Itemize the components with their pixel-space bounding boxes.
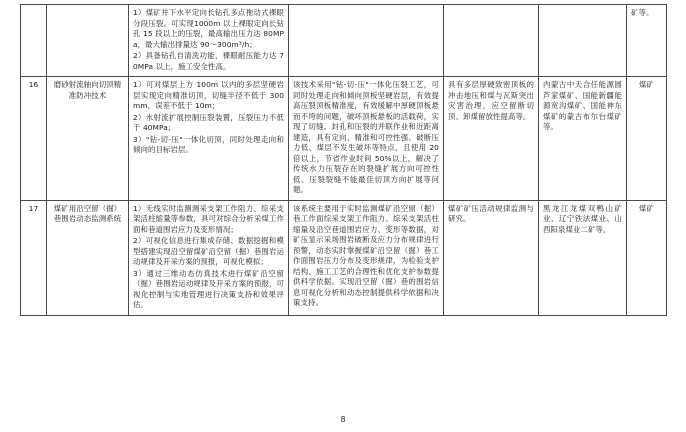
tech-paragraph: 2）具备钻孔自清洗功能，裸眼耐压能力达 70MPa 以上，施工安全性高。 (133, 51, 284, 71)
conditions-paragraph: 煤矿矿压活动规律监测与研究。 (448, 203, 534, 224)
technology-name-cell (47, 200, 129, 315)
application-area-cell (627, 200, 667, 315)
row-number-cell (21, 200, 47, 315)
application-area-cell (627, 5, 667, 77)
conditions-paragraph: 具有多层厚硬致密顶板的冲击地压和煤与瓦斯突出灾害治理，应空留断切顶、卸煤留放性提高等。 (448, 80, 534, 121)
tech-paragraph: 2）可视化信息进行集成存储、数据挖掘和模型搭建实现沿空留煤矿沿空留（掘）巷围岩运动规律及开采方案的预报，可视化模拟； (133, 236, 284, 267)
technology-name-cell (47, 5, 129, 77)
effect-paragraph: 内蒙古中天合任能源圆芦家煤矿、国能新疆能源宽沟煤矿、国能神东煤矿的蒙古布尔台煤矿等。 (543, 80, 622, 132)
row-number-cell (21, 77, 47, 201)
description-paragraph: 该系统主要用于实时监测煤矿沿空留（掘）巷工作面综采支架工作阻力、综采支架活柱缩量及沿空巷道围岩应力、变形等数据，对矿压显示采场围岩破断及应力分布规律进行预警，动态实时掌握煤矿沿空留（掘）巷工作面围岩压力分布及变形规律，为检验支护结构、施工工艺的合理性和优化支护参数提供科学依据。实现沿空留（掘）巷的围岩信息可视化分析和动态控制提供科学依据和决策支持。 (293, 203, 439, 308)
technical-indicators-cell (129, 77, 289, 201)
application-area: 煤矿 (639, 203, 654, 213)
effect-paragraph: 黑龙江龙煤双鸭山矿业、辽宁铁法煤业、山西阳泉煤业二矿等。 (543, 203, 622, 234)
row-number-cell (21, 5, 47, 77)
technical-indicators-cell (129, 200, 289, 315)
description-cell (289, 77, 444, 201)
application-effect-cell (539, 77, 627, 201)
description-cell (289, 5, 444, 77)
technical-indicators-cell (129, 5, 289, 77)
application-effect-cell (539, 200, 627, 315)
technology-name: 磨砂射流轴向切顶精准防冲技术 (53, 80, 122, 100)
application-area: 煤矿 (639, 80, 654, 90)
table-row (21, 5, 667, 77)
tech-paragraph: 3）通过三维动态仿真技术进行煤矿沿空留（掘）巷围岩运动规律及开采方案的预报，可视化控制与实地管理进行决策支持和效果评估。 (133, 268, 284, 310)
page-number: 8 (340, 415, 346, 424)
application-area: 矿等。 (631, 8, 654, 17)
applicable-conditions-cell (444, 200, 539, 315)
technology-name: 煤矿用沿空留（掘）巷围岩动态监测系统 (53, 203, 122, 224)
table-row (21, 200, 667, 315)
row-number: 17 (28, 203, 39, 213)
tech-paragraph: 2）水射流扩展控制压裂装置，压裂压力不低于 40MPa； (133, 112, 284, 133)
tech-paragraph: 1）无线实时监测测采支架工作阻力、综采支架活柱缩量等参数，具可对综合分析采煤工作面和巷道围岩应力及变形情况； (133, 203, 284, 234)
table-body (21, 5, 667, 316)
application-area-cell (627, 77, 667, 201)
tech-paragraph: 1）煤矿井下水平定向长钻孔多点拖动式裸眼分段压裂。可实现1000m 以上裸眼定向长钻孔 15 段以上的压裂，最高输出压力达 80MPa，最大输出排量达 90～300m³/h； (133, 8, 284, 49)
technology-catalog-table (20, 4, 667, 316)
description-cell (289, 200, 444, 315)
application-effect-cell (539, 5, 627, 77)
applicable-conditions-cell (444, 5, 539, 77)
document-page (0, 4, 686, 432)
technology-name-cell (47, 77, 129, 201)
row-number: 16 (28, 80, 39, 90)
applicable-conditions-cell (444, 77, 539, 201)
tech-paragraph: 1）可对煤层上方 100m 以内的多层坚硬岩层实现定向精准切顶，切缝半径不低于 300mm，误差不低于 10m； (133, 80, 284, 111)
tech-paragraph: 3）"钻-切-压"一体化切顶，同时处理走向和倾向的目标岩层。 (133, 134, 284, 155)
description-paragraph: 该技术采用"钻-切-压"一体化压裂工艺，可同时处理走向和倾向顶板坚硬岩层，有效提高压裂顶板精准度，有效缓解中厚硬顶板悬而不垮的问题，破坏顶板悬板的活载荷，实现了切缝、封孔和压裂的并联作业和近距离建造，具有定向、精准和可控性强、破断压力低、煤层不发生破坏等特点，且使用 20 倍以上，节省作业时间 50%以上，解决了传统水力压裂存在的裂缝扩展方向可控性低、压裂裂缝不能最佳切顶方向扩展等问题。 (293, 80, 439, 195)
table-row (21, 77, 667, 201)
